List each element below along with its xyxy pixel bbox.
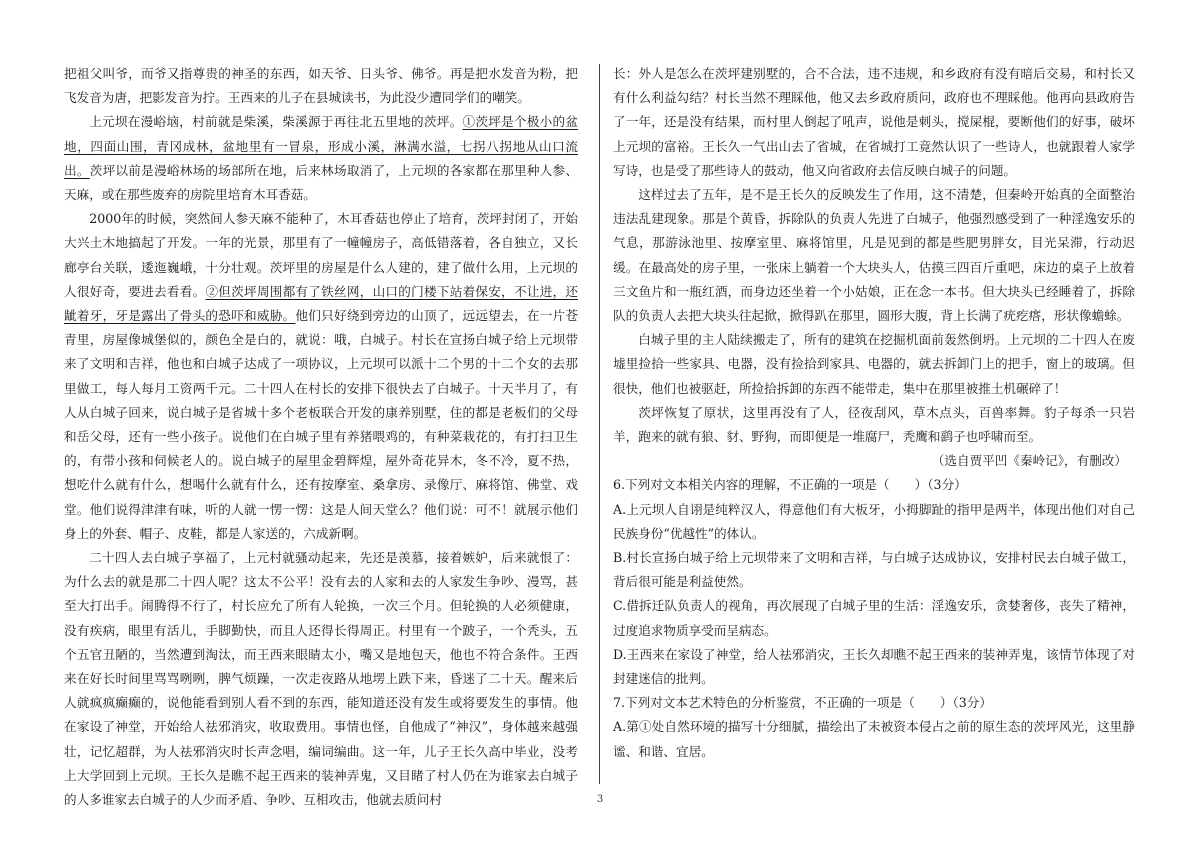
underlined-passage-2: ②但茨坪周围都有了铁丝网，山口的门楼下站着保安，不让进，还龇着牙，牙是露出了骨头的恐吓和威胁。 [64, 283, 579, 324]
paragraph-text: 茨坪以前是漫峪林场的场部所在地，后来林场取消了，上元坝的各家都在那里种人参、天麻，或在那些废弃的房院里培育木耳香菇。 [64, 162, 579, 203]
question-7-option-a: A.第①处自然环境的描写十分细腻，描绘出了未被资本侵占之前的原生态的茨坪风光，这里静谧、和谐、宜居。 [613, 719, 1135, 759]
right-column [613, 62, 1135, 764]
paragraph-text: 他们只好绕到旁边的山顶了，远远望去，在一片苍青里，房屋像城堡似的，颜色全是白的，就说：哦，白城子。村长在宣扬白城子给上元坝带来了文明和吉祥，他也和白城子达成了一项协议，上元坝可以派十二个男的十二个女的去那里做工，每人每月工资两千元。二十四人在村长的安排下很快去了白城子。十天半月了，有人从白城子回来，说白城子是省城十多个老板联合开发的康养别墅，住的都是老板们的父母和岳父母，还有一些小孩子。说他们在白城子里有养猪喂鸡的，有种菜栽花的，有打扫卫生的，有带小孩和伺候老人的。说白城子的屋里金碧辉煌，屋外奇花异木，冬不冷，夏不热，想吃什么就有什么，想喝什么就有什么，还有按摩室、桑拿房、录像厅、麻将馆、佛堂、戏堂。他们说得津津有味，听的人就一愣一愣：这是人间天堂么？他们说：可不！就展示他们身上的外套、帽子、皮鞋，都是人家送的，六成新啊。 [64, 308, 579, 541]
question-7: 7.下列对文本艺术特色的分析鉴赏，不正确的一项是（ ）（3分） [613, 695, 992, 711]
paragraph: 把祖父叫爷，而爷又指尊贵的神圣的东西，如天爷、日头爷、佛爷。再是把水发音为粉，把飞发音为唐，把影发音为拧。王西来的儿子在县城读书，为此没少遭同学们的嘲笑。 [64, 66, 578, 106]
paragraph-text: 上元坝在漫峪垴，村前就是柴溪，柴溪源于再往北五里地的茨坪。 [89, 114, 463, 130]
column-divider [599, 64, 600, 784]
question-6-option-d: D.王西来在家设了神堂，给人祛邪消灾，王长久却瞧不起王西来的装神弄鬼，该情节体现了对封建迷信的批判。 [613, 646, 1135, 687]
paragraph: 白城子里的主人陆续搬走了，所有的建筑在挖掘机面前轰然倒坍。上元坝的二十四人在废墟里捡拾一些家具、电器，没有捡拾到家具、电器的，就去拆卸门上的把手，窗上的玻璃。但很快，他们也被驱赶，所捡拾拆卸的东西不能带走，集中在那里被推土机碾碎了！ [613, 332, 1135, 396]
paragraph: 这样过去了五年，是不是王长久的反映发生了作用，这不清楚，但秦岭开始真的全面整治违法乱建现象。那是个黄昏，拆除队的负责人先进了白城子，他强烈感受到了一种淫逸安乐的气息，那游泳池里、按摩室里、麻将馆里，凡是见到的都是些肥男胖女，目光呆滞，行动迟缓。在最高处的房子里，一张床上躺着一个大块头人，估摸三四百斤重吧，床边的桌子上放着三文鱼片和一瓶红酒，而身边还坐着一个小姑娘，正在念一本书。但大块头已经睡着了，拆除队的负责人去把大块头往起掀，掀得趴在那里，圆形大腹，背上长满了疣疙瘩，形状像蟾蜍。 [613, 187, 1135, 324]
left-column [64, 62, 578, 812]
paragraph: 长：外人是怎么在茨坪建别墅的，合不合法，违不违规，和乡政府有没有暗后交易，和村长又有什么利益勾结？村长当然不理睬他，他又去乡政府质问，政府也不理睬他。他再向县政府告了一年，还是没有结果，而村里人倒起了吼声，说他是刺头，搅屎棍，要断他们的好事，破坏上元坝的富裕。王长久一气出山去了省城，在省城打工竟然认识了一些诗人，也就跟着人家学写诗，也是受了那些诗人的鼓动，他又向省政府去信反映白城子的问题。 [613, 66, 1135, 178]
paragraph [64, 110, 578, 207]
question-6-option-b: B.村长宣扬白城子给上元坝带来了文明和吉祥，与白城子达成协议，安排村民去白城子做工，背后很可能是利益使然。 [613, 550, 1135, 590]
underlined-passage-1: ①茨坪是个极小的盆地，四面山围，青冈成林，盆地里有一冒泉，形成小溪，淋满水溢，七拐八拐地从山口流出。 [64, 114, 579, 178]
source-citation: （选自贾平凹《秦岭记》，有删改） [931, 453, 1127, 469]
question-6: 6.下列对文本相关内容的理解，不正确的一项是（ ）（3分） [613, 477, 967, 493]
paragraph-text: 2000年的时候，突然间人参天麻不能种了，木耳香菇也停止了培育，茨坪封闭了，开始大兴土木地搞起了开发。一年的光景，那里有了一幢幢房子，高低错落着，各自独立，又长廊亭台关联，逶迤巍峨，十分壮观。茨坪里的房屋是什么人建的，建了做什么用，上元坝的人很好奇，要进去看看。 [64, 211, 578, 299]
question-6-option-a: A.上元坝人自诩是纯粹汉人，得意他们有大板牙，小拇脚趾的指甲是两半，体现出他们对自己民族身份“优越性”的体认。 [613, 501, 1135, 541]
paragraph [64, 207, 578, 546]
page-number: 3 [596, 794, 604, 805]
paragraph: 二十四人去白城子享福了，上元村就骚动起来，先还是羡慕，接着嫉妒，后来就恨了：为什么去的就是那二十四人呢？这太不公平！没有去的人家和去的人家发生争吵、漫骂，甚至大打出手。闹腾得不行了，村长应允了所有人轮换，一次三个月。但轮换的人必须健康，没有疾病，眼里有活儿，手脚勤快，而且人还得长得周正。村里有一个跛子，一个秃头，五个五官丑陋的，当然遭到淘汰，而王西来眼睛太小，嘴又是地包天，他也不符合条件。王西来在好长时间里骂骂咧咧，脾气烦躁，一次走夜路从地塄上跌下来，昏迷了二十天。醒来后人就疯疯癫癫的，说他能看到别人看不到的东西，能知道还没有发生或将要发生的事情。他在家设了神堂，开始给人祛邪消灾，收取费用。事情也怪，自他成了“神汉”，身体越来越强壮，记忆超群，为人祛邪消灾时长声念唱，编词编曲。这一年，儿子王长久高中毕业，没考上大学回到上元坝。王长久是瞧不起王西来的装神弄鬼，又目睹了村人仍在为谁家去白城子的人多谁家去白城子的人少而矛盾、争吵、互相攻击，他就去质问村 [64, 550, 578, 808]
question-6-option-c: C.借拆迁队负责人的视角，再次展现了白城子里的生活：淫逸安乐，贪婪奢侈，丧失了精神，过度追求物质享受而呈病态。 [613, 598, 1135, 638]
paragraph: 茨坪恢复了原状，这里再没有了人，径夜刮风，草木点头，百兽率舞。豹子每杀一只岩羊，跑来的就有狼、豺、野狗，而即便是一堆腐尸，秃鹰和鹞子也呼啸而至。 [613, 404, 1135, 445]
